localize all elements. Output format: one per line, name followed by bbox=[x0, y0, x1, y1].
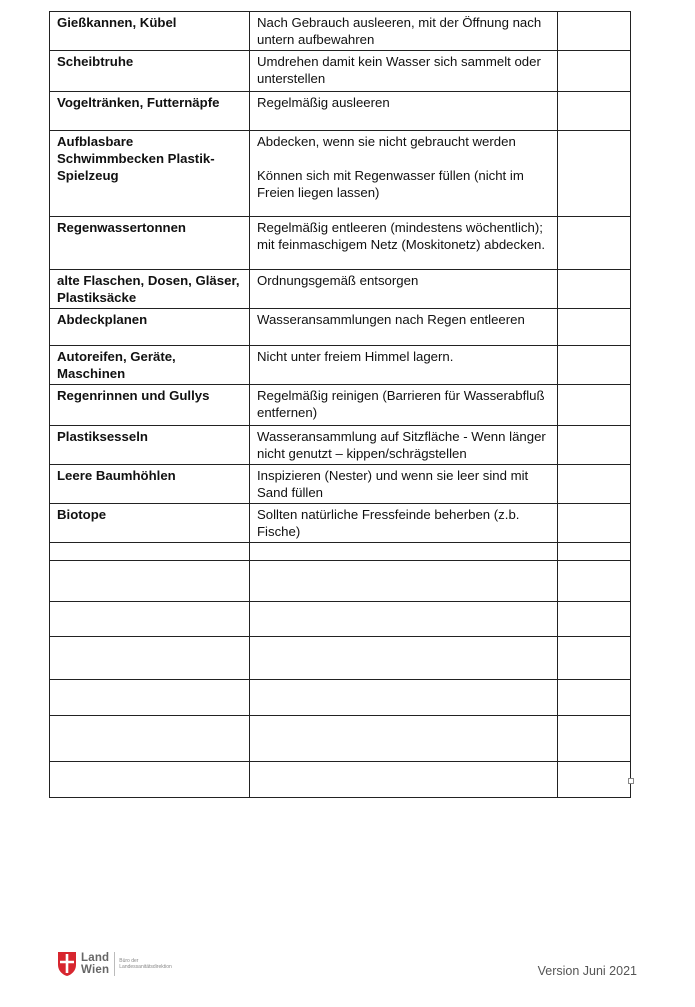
check-cell bbox=[558, 504, 631, 543]
checklist-table-body bbox=[50, 12, 631, 798]
measure-paragraph: Regelmäßig ausleeren bbox=[257, 95, 390, 110]
item-cell: Autoreifen, Geräte, Maschinen bbox=[50, 346, 250, 385]
check-cell bbox=[558, 309, 631, 346]
item-cell: Plastiksesseln bbox=[50, 426, 250, 465]
empty-cell bbox=[50, 561, 250, 602]
checklist-table bbox=[49, 11, 631, 798]
logo-divider bbox=[114, 952, 115, 976]
measure-cell bbox=[250, 270, 558, 309]
wien-shield-icon bbox=[57, 951, 77, 977]
item-cell: Abdeckplanen bbox=[50, 309, 250, 346]
empty-cell bbox=[250, 716, 558, 762]
measure-cell bbox=[250, 92, 558, 131]
measure-paragraph: Wasseransammlungen nach Regen entleeren bbox=[257, 312, 525, 327]
empty-cell bbox=[558, 602, 631, 637]
empty-cell bbox=[558, 680, 631, 716]
item-cell: Regenrinnen und Gullys bbox=[50, 385, 250, 426]
empty-cell bbox=[50, 602, 250, 637]
measure-cell bbox=[250, 504, 558, 543]
empty-table-row bbox=[50, 762, 631, 798]
measure-cell bbox=[250, 131, 558, 217]
measure-paragraph: Nicht unter freiem Himmel lagern. bbox=[257, 349, 454, 364]
measure-cell bbox=[250, 385, 558, 426]
check-cell bbox=[558, 131, 631, 217]
empty-cell bbox=[250, 543, 558, 561]
table-row bbox=[50, 51, 631, 92]
check-cell bbox=[558, 465, 631, 504]
item-cell: Gießkannen, Kübel bbox=[50, 12, 250, 51]
table-row bbox=[50, 131, 631, 217]
measure-paragraph: Wasseransammlung auf Sitzfläche - Wenn länger nicht genutzt – kippen/schrägstellen bbox=[257, 429, 546, 461]
logo-department: Büro der Landessanitätsdirektion bbox=[119, 958, 172, 970]
empty-cell bbox=[250, 561, 558, 602]
check-cell bbox=[558, 92, 631, 131]
measure-cell bbox=[250, 51, 558, 92]
measure-cell bbox=[250, 426, 558, 465]
check-cell bbox=[558, 270, 631, 309]
measure-paragraph: Ordnungsgemäß entsorgen bbox=[257, 273, 419, 288]
check-cell bbox=[558, 346, 631, 385]
measure-paragraph: Inspizieren (Nester) und wenn sie leer sind mit Sand füllen bbox=[257, 468, 529, 500]
measure-cell bbox=[250, 12, 558, 51]
check-cell bbox=[558, 217, 631, 270]
empty-table-row bbox=[50, 602, 631, 637]
table-resize-handle[interactable] bbox=[628, 778, 634, 784]
measure-paragraph: Können sich mit Regenwasser füllen (nicht im Freien liegen lassen) bbox=[257, 168, 524, 200]
empty-cell bbox=[558, 543, 631, 561]
measure-cell bbox=[250, 346, 558, 385]
table-row bbox=[50, 92, 631, 131]
item-cell: Aufblasbare Schwimmbecken Plastik-Spielzeug bbox=[50, 131, 250, 217]
empty-cell bbox=[50, 637, 250, 680]
land-wien-logo bbox=[57, 950, 177, 978]
empty-cell bbox=[558, 762, 631, 798]
empty-table-row bbox=[50, 561, 631, 602]
table-row bbox=[50, 217, 631, 270]
logo-line-wien: Wien bbox=[81, 964, 110, 976]
empty-cell bbox=[558, 716, 631, 762]
item-cell: alte Flaschen, Dosen, Gläser, Plastiksäcke bbox=[50, 270, 250, 309]
empty-cell bbox=[50, 680, 250, 716]
empty-cell bbox=[250, 680, 558, 716]
empty-cell bbox=[250, 762, 558, 798]
empty-cell bbox=[50, 762, 250, 798]
measure-paragraph: Abdecken, wenn sie nicht gebraucht werden bbox=[257, 134, 516, 149]
table-row bbox=[50, 346, 631, 385]
check-cell bbox=[558, 385, 631, 426]
empty-cell bbox=[250, 637, 558, 680]
table-row bbox=[50, 309, 631, 346]
empty-table-row bbox=[50, 543, 631, 561]
table-row bbox=[50, 270, 631, 309]
item-cell: Leere Baumhöhlen bbox=[50, 465, 250, 504]
table-row bbox=[50, 465, 631, 504]
measure-paragraph: Regelmäßig reinigen (Barrieren für Wasserabfluß entfernen) bbox=[257, 388, 545, 420]
measure-paragraph: Sollten natürliche Fressfeinde beherben (z.b. Fische) bbox=[257, 507, 520, 539]
item-cell: Biotope bbox=[50, 504, 250, 543]
empty-table-row bbox=[50, 680, 631, 716]
logo-line-land: Land bbox=[81, 952, 110, 964]
measure-cell bbox=[250, 465, 558, 504]
empty-cell bbox=[558, 637, 631, 680]
measure-cell bbox=[250, 217, 558, 270]
item-cell: Regenwassertonnen bbox=[50, 217, 250, 270]
check-cell bbox=[558, 426, 631, 465]
table-row bbox=[50, 504, 631, 543]
measure-paragraph: Regelmäßig entleeren (mindestens wöchentlich); mit feinmaschigem Netz (Moskitonetz) abdecken. bbox=[257, 220, 546, 252]
empty-cell bbox=[558, 561, 631, 602]
measure-paragraph: Umdrehen damit kein Wasser sich sammelt oder unterstellen bbox=[257, 54, 541, 86]
empty-cell bbox=[250, 602, 558, 637]
empty-cell bbox=[50, 543, 250, 561]
measure-paragraph: Nach Gebrauch ausleeren, mit der Öffnung nach untern aufbewahren bbox=[257, 15, 542, 47]
logo-wordmark bbox=[81, 952, 109, 976]
item-cell: Vogeltränken, Futternäpfe bbox=[50, 92, 250, 131]
table-row bbox=[50, 426, 631, 465]
version-label: Version Juni 2021 bbox=[537, 964, 637, 978]
table-row bbox=[50, 385, 631, 426]
check-cell bbox=[558, 51, 631, 92]
empty-cell bbox=[50, 716, 250, 762]
measure-cell bbox=[250, 309, 558, 346]
empty-table-row bbox=[50, 637, 631, 680]
paragraph-gap bbox=[257, 150, 550, 167]
table-row bbox=[50, 12, 631, 51]
empty-table-row bbox=[50, 716, 631, 762]
item-cell: Scheibtruhe bbox=[50, 51, 250, 92]
check-cell bbox=[558, 12, 631, 51]
